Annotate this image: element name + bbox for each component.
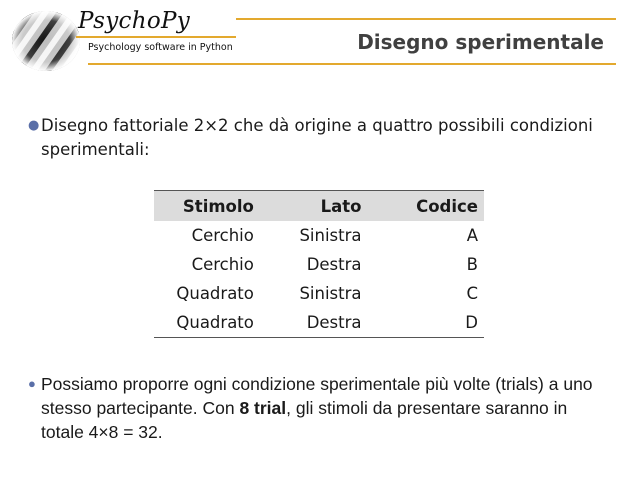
table-cell: Sinistra: [299, 284, 362, 303]
column-header-stimolo: Stimolo: [154, 191, 260, 222]
table-cell: Sinistra: [299, 226, 362, 245]
table-cell: C: [466, 284, 478, 303]
table-row: [154, 221, 484, 250]
bullet-text: Disegno fattoriale 2×2 che dà origine a quattro possibili condizioni sperimentali:: [41, 116, 593, 159]
header-bottom-rule: [88, 63, 616, 65]
bullet-factorial-design: [28, 114, 608, 162]
brand-underline: [76, 36, 236, 38]
conditions-table: [154, 190, 484, 338]
table-cell: Quadrato: [176, 284, 254, 303]
bullet-text-bold: 8 trial: [239, 398, 287, 418]
table-cell: Cerchio: [191, 255, 254, 274]
bullet-trials: [28, 372, 608, 444]
grating-stimulus-icon: [10, 10, 82, 72]
table-cell: Destra: [306, 255, 362, 274]
table-cell: A: [466, 226, 478, 245]
table-row: [154, 279, 484, 308]
table-row: [154, 308, 484, 338]
table-cell: Quadrato: [154, 308, 260, 338]
column-header-codice: Codice: [368, 191, 484, 222]
bullet-icon: ●: [28, 118, 40, 133]
table-cell: B: [466, 255, 478, 274]
column-header-lato: Lato: [260, 191, 368, 222]
bullet-text-start: Possiamo proporre ogni condizione sperimentale più volte (trials) a uno stesso partecipante. Con: [41, 374, 593, 418]
brand-tagline: Psychology software in Python: [88, 42, 233, 53]
table-cell: Destra: [260, 308, 368, 338]
slide-title: Disegno sperimentale: [357, 30, 604, 54]
table-cell: D: [368, 308, 484, 338]
table-cell: Cerchio: [191, 226, 254, 245]
bullet-text: [28, 372, 608, 444]
table-header-row: [154, 191, 484, 222]
table-row: [154, 250, 484, 279]
header-top-rule: [236, 18, 616, 20]
brand-name: PsychoPy: [78, 8, 191, 34]
bullet-icon: ●: [28, 376, 36, 391]
bullet-text-end: , gli stimoli da presentare saranno in totale 4×8 = 32.: [41, 398, 568, 442]
